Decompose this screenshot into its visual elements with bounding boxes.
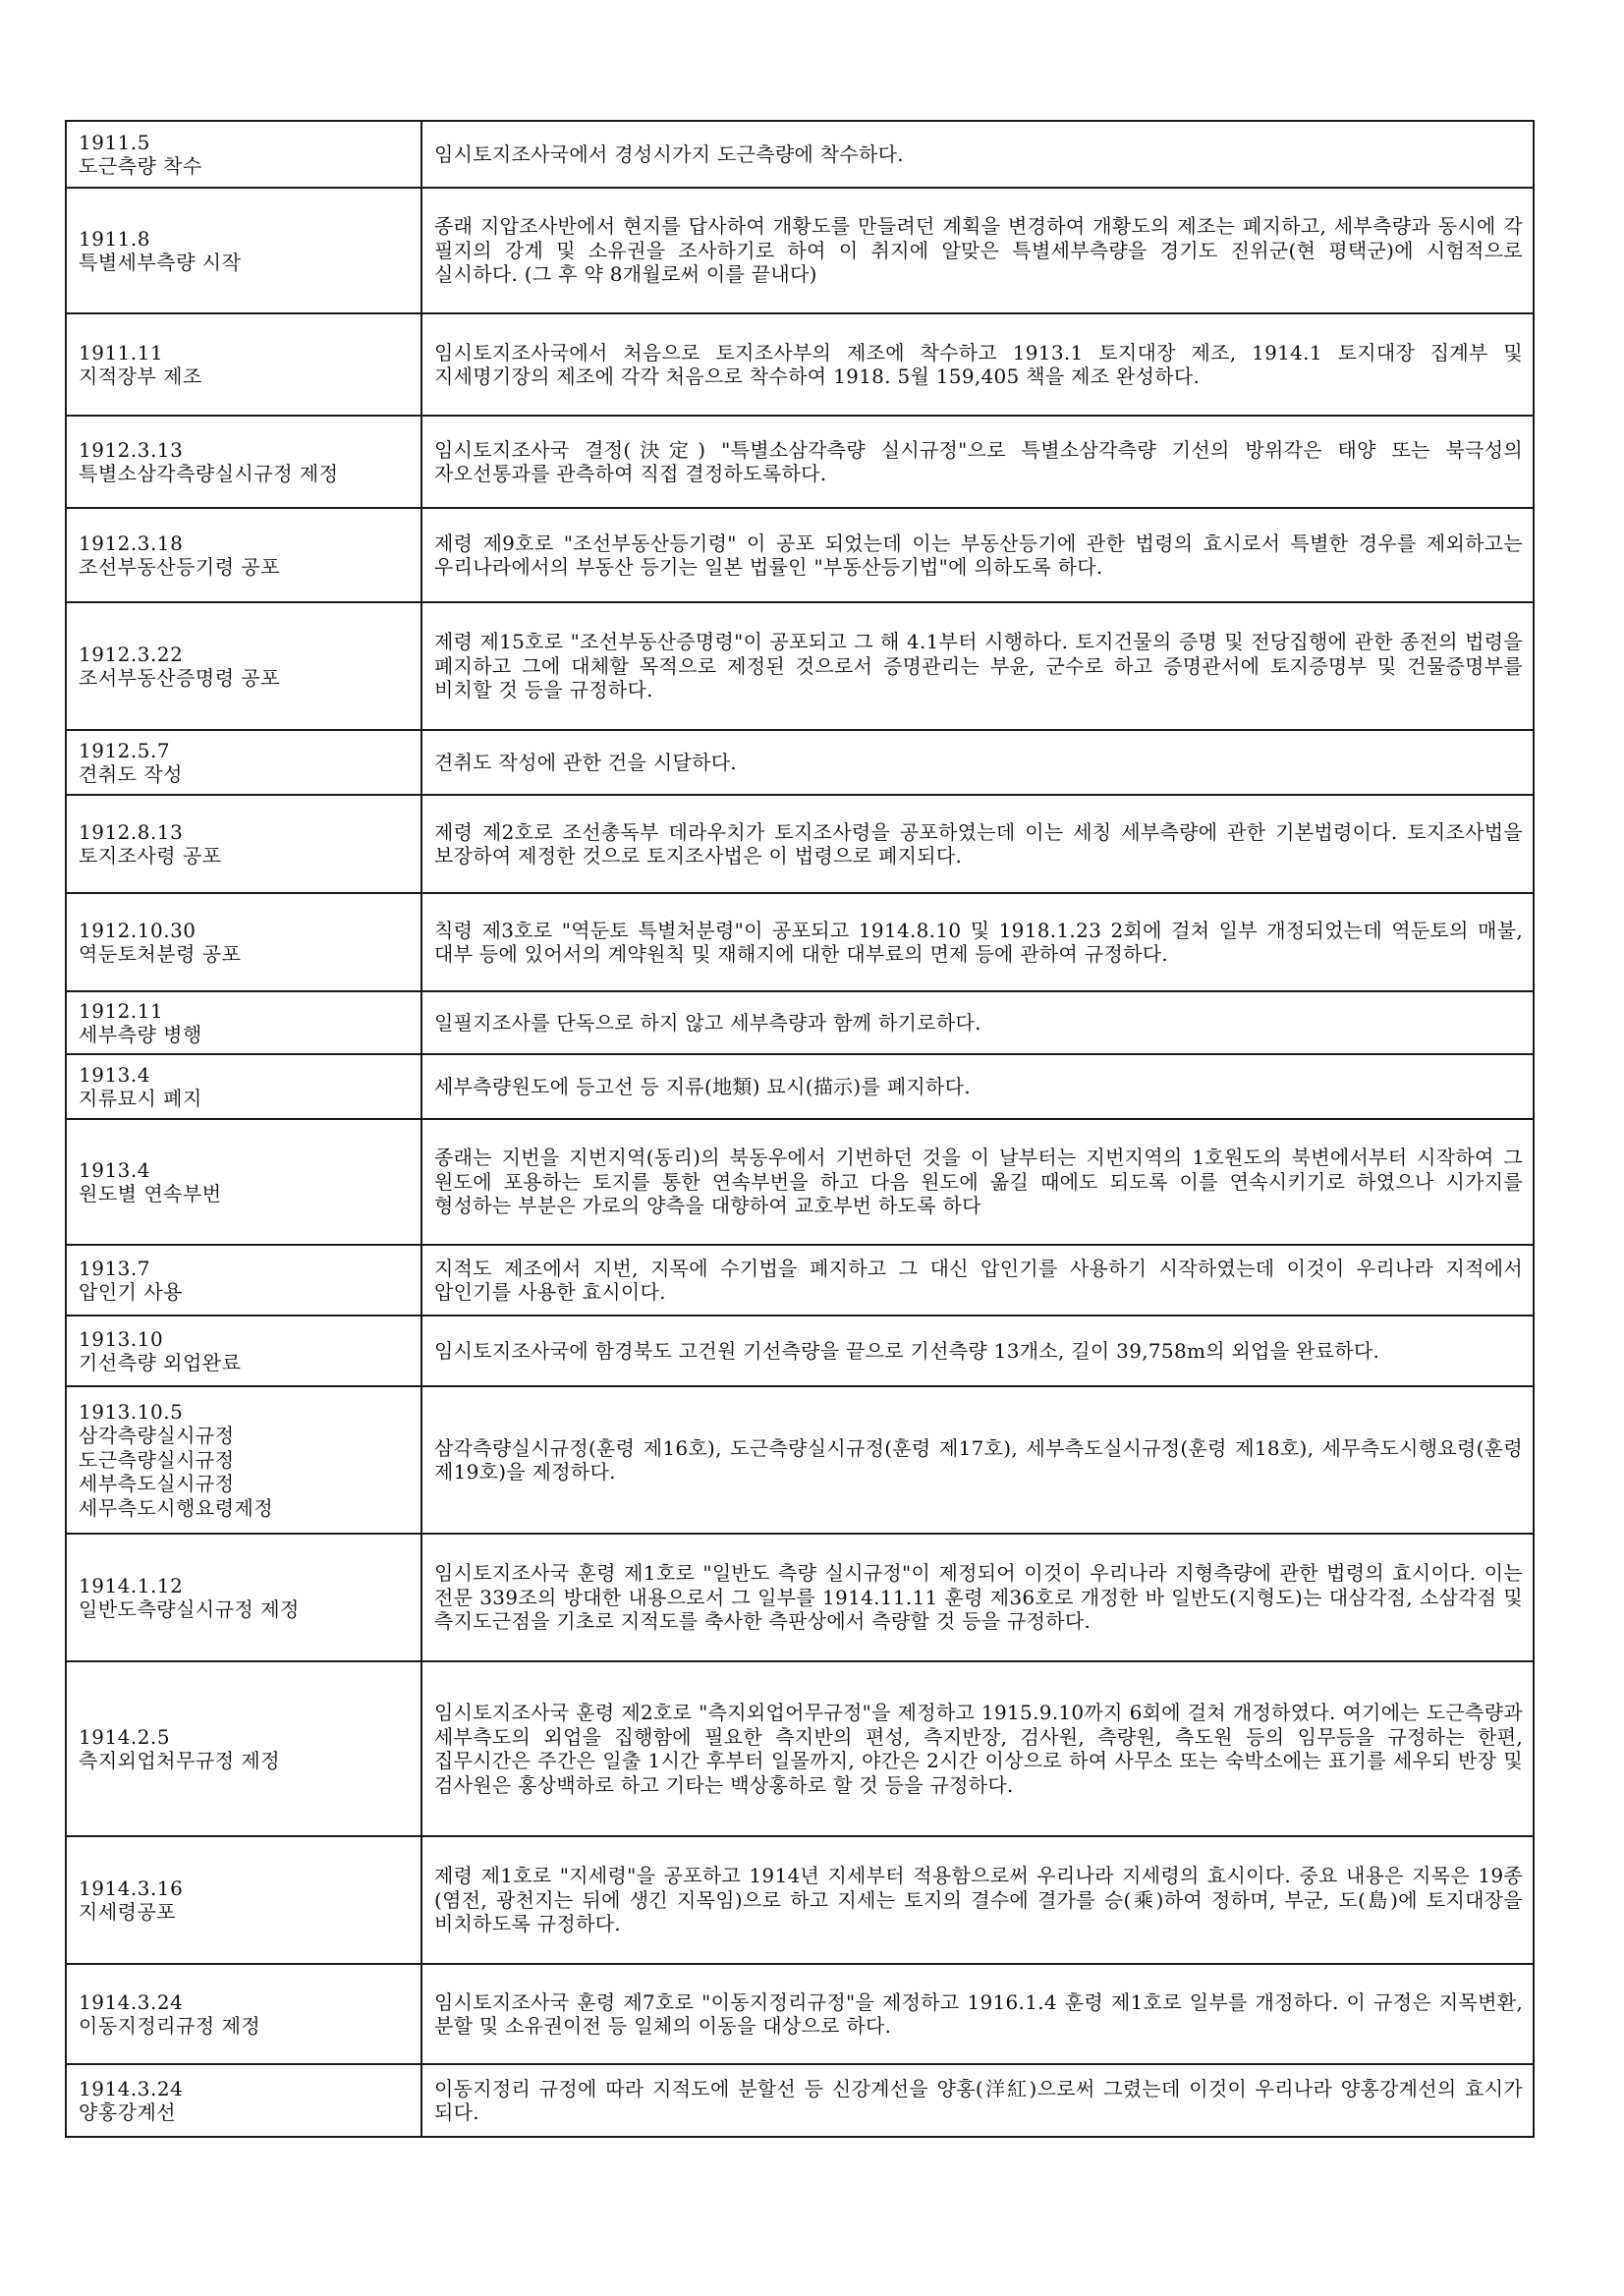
table-row <box>66 2064 1534 2137</box>
table-row <box>66 1836 1534 1964</box>
description-cell: 임시토지조사국에 함경북도 고건원 기선측량을 끝으로 기선측량 13개소, 길이 39,758m의 외업을 완료하다. <box>421 1316 1534 1386</box>
description-cell: 세부측량원도에 등고선 등 지류(地類) 묘시(描示)를 폐지하다. <box>421 1054 1534 1119</box>
date-title-cell: 1914.1.12 일반도측량실시규정 제정 <box>66 1534 421 1661</box>
history-table <box>65 120 1535 2138</box>
description-cell: 종래 지압조사반에서 현지를 답사하여 개황도를 만들려던 계획을 변경하여 개황도의 제조는 폐지하고, 세부측량과 동시에 각 필지의 강계 및 소유권을 조사하기로 하여 이 취지에 알맞은 특별세부측량을 경기도 진위군(현 평택군)에 시험적으로 실시하다. (그 후 약 8개월로써 이를 끝내다) <box>421 188 1534 313</box>
description-cell: 일필지조사를 단독으로 하지 않고 세부측량과 함께 하기로하다. <box>421 991 1534 1054</box>
date-title-cell: 1911.8 특별세부측량 시작 <box>66 188 421 313</box>
date-title-cell: 1914.3.24 이동지정리규정 제정 <box>66 1964 421 2064</box>
table-row <box>66 1534 1534 1661</box>
description-cell: 임시토지조사국에서 경성시가지 도근측량에 착수하다. <box>421 121 1534 188</box>
description-cell: 지적도 제조에서 지번, 지목에 수기법을 폐지하고 그 대신 압인기를 사용하기 시작하였는데 이것이 우리나라 지적에서 압인기를 사용한 효시이다. <box>421 1245 1534 1316</box>
date-title-cell: 1912.3.13 특별소삼각측량실시규정 제정 <box>66 416 421 508</box>
date-title-cell: 1912.10.30 역둔토처분령 공포 <box>66 893 421 991</box>
table-row <box>66 991 1534 1054</box>
table-row <box>66 602 1534 730</box>
table-row <box>66 416 1534 508</box>
date-title-cell: 1911.5 도근측량 착수 <box>66 121 421 188</box>
date-title-cell: 1912.3.18 조선부동산등기령 공포 <box>66 508 421 602</box>
date-title-cell: 1912.8.13 토지조사령 공포 <box>66 795 421 893</box>
date-title-cell: 1913.4 지류묘시 폐지 <box>66 1054 421 1119</box>
description-cell: 이동지정리 규정에 따라 지적도에 분할선 등 신강계선을 양홍(洋紅)으로써 그렸는데 이것이 우리나라 양홍강계선의 효시가 되다. <box>421 2064 1534 2137</box>
description-cell: 임시토지조사국 훈령 제2호로 "측지외업어무규정"을 제정하고 1915.9.10까지 6회에 걸쳐 개정하였다. 여기에는 도근측량과 세부측도의 외업을 집행함에 필요한 측지반의 편성, 측지반장, 검사원, 측량원, 측도원 등의 임무등을 규정하는 한편, 집무시간은 주간은 일출 1시간 후부터 일몰까지, 야간은 2시간 이상으로 하여 사무소 또는 숙박소에는 표기를 세우되 반장 및 검사원은 홍상백하로 하고 기타는 백상홍하로 할 것 등을 규정하다. <box>421 1661 1534 1836</box>
date-title-cell: 1912.3.22 조서부동산증명령 공포 <box>66 602 421 730</box>
description-cell: 임시토지조사국 훈령 제7호로 "이동지정리규정"을 제정하고 1916.1.4 훈령 제1호로 일부를 개정하다. 이 규정은 지목변환, 분할 및 소유권이전 등 일체의 이동을 대상으로 하다. <box>421 1964 1534 2064</box>
table-row <box>66 893 1534 991</box>
table-row <box>66 1119 1534 1245</box>
date-title-cell: 1913.10 기선측량 외업완료 <box>66 1316 421 1386</box>
date-title-cell: 1914.3.16 지세령공포 <box>66 1836 421 1964</box>
table-row <box>66 730 1534 795</box>
table-row <box>66 121 1534 188</box>
date-title-cell: 1914.2.5 측지외업처무규정 제정 <box>66 1661 421 1836</box>
description-cell: 제령 제15호로 "조선부동산증명령"이 공포되고 그 해 4.1부터 시행하다. 토지건물의 증명 및 전당집행에 관한 종전의 법령을 폐지하고 그에 대체할 목적으로 제정된 것으로서 증명관리는 부윤, 군수로 하고 증명관서에 토지증명부 및 건물증명부를 비치할 것 등을 규정하다. <box>421 602 1534 730</box>
date-title-cell: 1912.5.7 견취도 작성 <box>66 730 421 795</box>
description-cell: 임시토지조사국 훈령 제1호로 "일반도 측량 실시규정"이 제정되어 이것이 우리나라 지형측량에 관한 법령의 효시이다. 이는 전문 339조의 방대한 내용으로서 그 일부를 1914.11.11 훈령 제36호로 개정한 바 일반도(지형도)는 대삼각점, 소삼각점 및 측지도근점을 기초로 지적도를 축사한 측판상에서 측량할 것 등을 규정하다. <box>421 1534 1534 1661</box>
date-title-cell: 1913.7 압인기 사용 <box>66 1245 421 1316</box>
description-cell: 제령 제1호로 "지세령"을 공포하고 1914년 지세부터 적용함으로써 우리나라 지세령의 효시이다. 중요 내용은 지목은 19종(염전, 광천지는 뒤에 생긴 지목임)으로 하고 지세는 토지의 결수에 결가를 승(乘)하여 정하며, 부군, 도(島)에 토지대장을 비치하도록 규정하다. <box>421 1836 1534 1964</box>
description-cell: 삼각측량실시규정(훈령 제16호), 도근측량실시규정(훈령 제17호), 세부측도실시규정(훈령 제18호), 세무측도시행요령(훈령 제19호)을 제정하다. <box>421 1386 1534 1534</box>
table-row <box>66 1245 1534 1316</box>
description-cell: 임시토지조사국에서 처음으로 토지조사부의 제조에 착수하고 1913.1 토지대장 제조, 1914.1 토지대장 집계부 및 지세명기장의 제조에 각각 처음으로 착수하여 1918. 5월 159,405 책을 제조 완성하다. <box>421 313 1534 416</box>
date-title-cell: 1913.10.5 삼각측량실시규정 도근측량실시규정 세부측도실시규정 세무측도시행요령제정 <box>66 1386 421 1534</box>
table-row <box>66 313 1534 416</box>
table-row <box>66 795 1534 893</box>
table-row <box>66 508 1534 602</box>
table-row <box>66 188 1534 313</box>
date-title-cell: 1914.3.24 양홍강계선 <box>66 2064 421 2137</box>
date-title-cell: 1913.4 원도별 연속부번 <box>66 1119 421 1245</box>
table-row <box>66 1964 1534 2064</box>
table-row <box>66 1316 1534 1386</box>
description-cell: 제령 제9호로 "조선부동산등기령" 이 공포 되었는데 이는 부동산등기에 관한 법령의 효시로서 특별한 경우를 제외하고는 우리나라에서의 부동산 등기는 일본 법률인 "부동산등기법"에 의하도록 하다. <box>421 508 1534 602</box>
description-cell: 견취도 작성에 관한 건을 시달하다. <box>421 730 1534 795</box>
description-cell: 제령 제2호로 조선총독부 데라우치가 토지조사령을 공포하였는데 이는 세칭 세부측량에 관한 기본법령이다. 토지조사법을 보장하여 제정한 것으로 토지조사법은 이 법령으로 폐지되다. <box>421 795 1534 893</box>
description-cell: 임시토지조사국 결정(決定) "특별소삼각측량 실시규정"으로 특별소삼각측량 기선의 방위각은 태양 또는 북극성의 자오선통과를 관측하여 직접 결정하도록하다. <box>421 416 1534 508</box>
date-title-cell: 1911.11 지적장부 제조 <box>66 313 421 416</box>
description-cell: 칙령 제3호로 "역둔토 특별처분령"이 공포되고 1914.8.10 및 1918.1.23 2회에 걸쳐 일부 개정되었는데 역둔토의 매불, 대부 등에 있어서의 계약원칙 및 재해지에 대한 대부료의 면제 등에 관하여 규정하다. <box>421 893 1534 991</box>
description-cell: 종래는 지번을 지번지역(동리)의 북동우에서 기번하던 것을 이 날부터는 지번지역의 1호원도의 북변에서부터 시작하여 그 원도에 포용하는 토지를 통한 연속부번을 하고 다음 원도에 옮길 때에도 되도록 이를 연속시키기로 하였으나 시가지를 형성하는 부분은 가로의 양측을 대향하여 교호부번 하도록 하다 <box>421 1119 1534 1245</box>
table-row <box>66 1661 1534 1836</box>
table-row <box>66 1386 1534 1534</box>
date-title-cell: 1912.11 세부측량 병행 <box>66 991 421 1054</box>
table-row <box>66 1054 1534 1119</box>
